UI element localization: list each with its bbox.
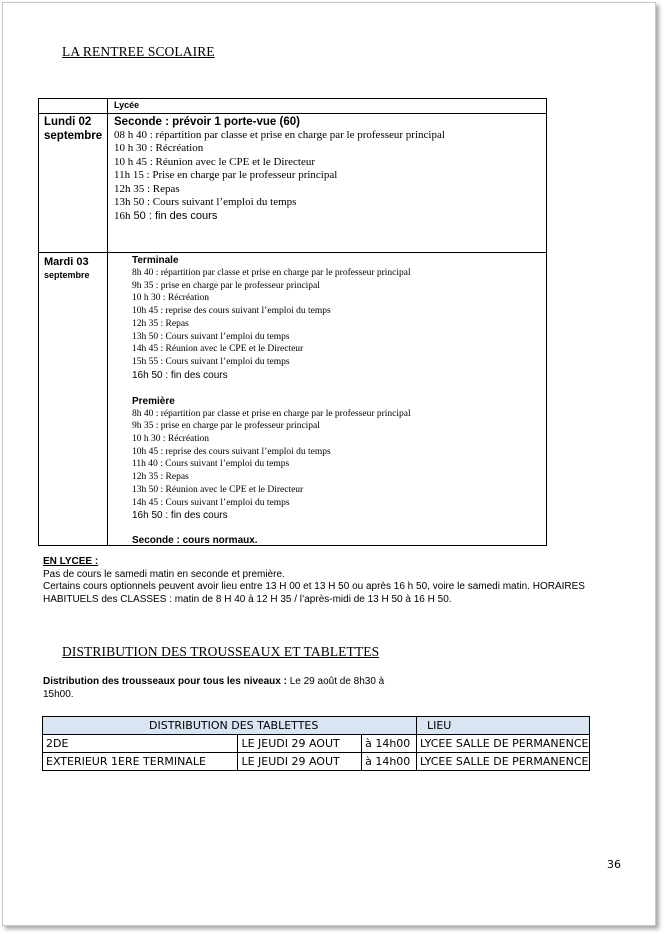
row-time: à 14h00: [362, 735, 417, 753]
schedule-line: 9h 35 : prise en charge par le professeur principal: [132, 421, 320, 432]
table-row: [43, 735, 590, 753]
tuesday-day: Mardi 03: [44, 256, 89, 268]
schedule-line: 10 h 30 : Récréation: [132, 293, 210, 304]
section-title-distribution: DISTRIBUTION DES TROUSSEAUX ET TABLETTES: [62, 644, 380, 659]
schedule-line: 12h 35 : Repas: [114, 182, 180, 195]
schedule-line: 10 h 30 : Récréation: [114, 142, 204, 155]
terminale-heading: Terminale: [132, 255, 179, 266]
terminale-end: 16h 50 : fin des cours: [132, 369, 228, 381]
monday-end-prefix: 16h: [114, 210, 131, 223]
row-group: 2DE: [43, 735, 238, 753]
page-number: 36: [607, 858, 621, 871]
notes-line-1: Pas de cours le samedi matin en seconde et première.: [43, 568, 285, 580]
terminale-lines: [132, 267, 411, 369]
monday-heading: Seconde : prévoir 1 porte-vue (60): [114, 116, 300, 128]
table-header-row: [43, 717, 590, 735]
schedule-header-lycee: Lycée: [114, 100, 140, 110]
row-group: EXTERIEUR 1ERE TERMINALE: [43, 753, 238, 771]
notes-heading: EN LYCEE :: [43, 556, 99, 567]
distribution-value-2: 15h00.: [43, 689, 74, 700]
premiere-end: 16h 50 : fin des cours: [132, 510, 228, 522]
schedule-line: 12h 35 : Repas: [132, 318, 189, 329]
schedule-line: 13h 50 : Cours suivant l’emploi du temps: [132, 331, 290, 342]
table-row: [43, 753, 590, 771]
notes-line-2: Certains cours optionnels peuvent avoir lieu entre 13 H 00 et 13 H 50 ou après 16 h 50, voire le samedi matin. HORAIRES: [43, 581, 585, 592]
tuesday-month: septembre: [44, 270, 90, 280]
schedule-line: 11h 15 : Prise en charge par le professeur principal: [114, 169, 338, 182]
schedule-line: 14h 45 : Cours suivant l’emploi du temps: [132, 497, 290, 508]
schedule-line: 13h 50 : Cours suivant l’emploi du temps: [114, 196, 297, 209]
row-place: LYCEE SALLE DE PERMANENCE: [416, 735, 589, 753]
schedule-line: 10 h 45 : Réunion avec le CPE et le Directeur: [114, 155, 315, 168]
schedule-line: 13h 50 : Réunion avec le CPE et le Directeur: [132, 484, 304, 495]
distribution-value: Le 29 août de 8h30 à: [286, 676, 385, 687]
schedule-line: 9h 35 : prise en charge par le professeur principal: [132, 280, 320, 291]
monday-day: Lundi 02: [44, 116, 92, 128]
schedule-line: 11h 40 : Cours suivant l’emploi du temps: [132, 459, 290, 470]
notes-line-3: HABITUELS des CLASSES : matin de 8 H 40 à 12 H 35 / l’après-midi de 13 H 50 à 16 H 50.: [43, 593, 452, 605]
table-header-title: DISTRIBUTION DES TABLETTES: [43, 717, 417, 735]
schedule-line: 08 h 40 : répartition par classe et prise en charge par le professeur principal: [114, 129, 445, 141]
distribution-info: [43, 675, 603, 701]
tablets-table: [42, 716, 590, 771]
premiere-lines: [132, 408, 411, 510]
schedule-line: 10 h 30 : Récréation: [132, 434, 210, 445]
table-header-lieu: LIEU: [416, 717, 589, 735]
lycee-notes: [43, 556, 643, 606]
schedule-line: 8h 40 : répartition par classe et prise en charge par le professeur principal: [132, 408, 411, 419]
schedule-line: 10h 45 : reprise des cours suivant l’emploi du temps: [132, 306, 331, 317]
row-place: LYCEE SALLE DE PERMANENCE: [416, 753, 589, 771]
premiere-heading: Première: [132, 395, 175, 407]
section-title-rentree: LA RENTREE SCOLAIRE: [62, 44, 215, 59]
schedule-line: 14h 45 : Réunion avec le CPE et le Directeur: [132, 344, 304, 355]
row-time: à 14h00: [362, 753, 417, 771]
tuesday-content: [132, 254, 411, 547]
monday-content: [114, 115, 445, 223]
row-date: LE JEUDI 29 AOUT: [238, 735, 362, 753]
schedule-line: 10h 45 : reprise des cours suivant l’emploi du temps: [132, 446, 331, 457]
schedule-table: [38, 98, 547, 546]
seconde-note: Seconde : cours normaux.: [132, 535, 258, 547]
tuesday-label: [44, 255, 90, 281]
monday-month: septembre: [44, 130, 103, 142]
schedule-line: 15h 55 : Cours suivant l’emploi du temps: [132, 356, 290, 367]
monday-end: [114, 209, 445, 223]
row-date: LE JEUDI 29 AOUT: [238, 753, 362, 771]
monday-lines: [114, 129, 445, 209]
schedule-line: 8h 40 : répartition par classe et prise en charge par le professeur principal: [132, 268, 411, 278]
schedule-line: 12h 35 : Repas: [132, 472, 189, 483]
distribution-label: Distribution des trousseaux pour tous les niveaux :: [43, 676, 287, 687]
monday-end-text: 50 : fin des cours: [130, 210, 218, 223]
monday-label: [44, 115, 102, 143]
